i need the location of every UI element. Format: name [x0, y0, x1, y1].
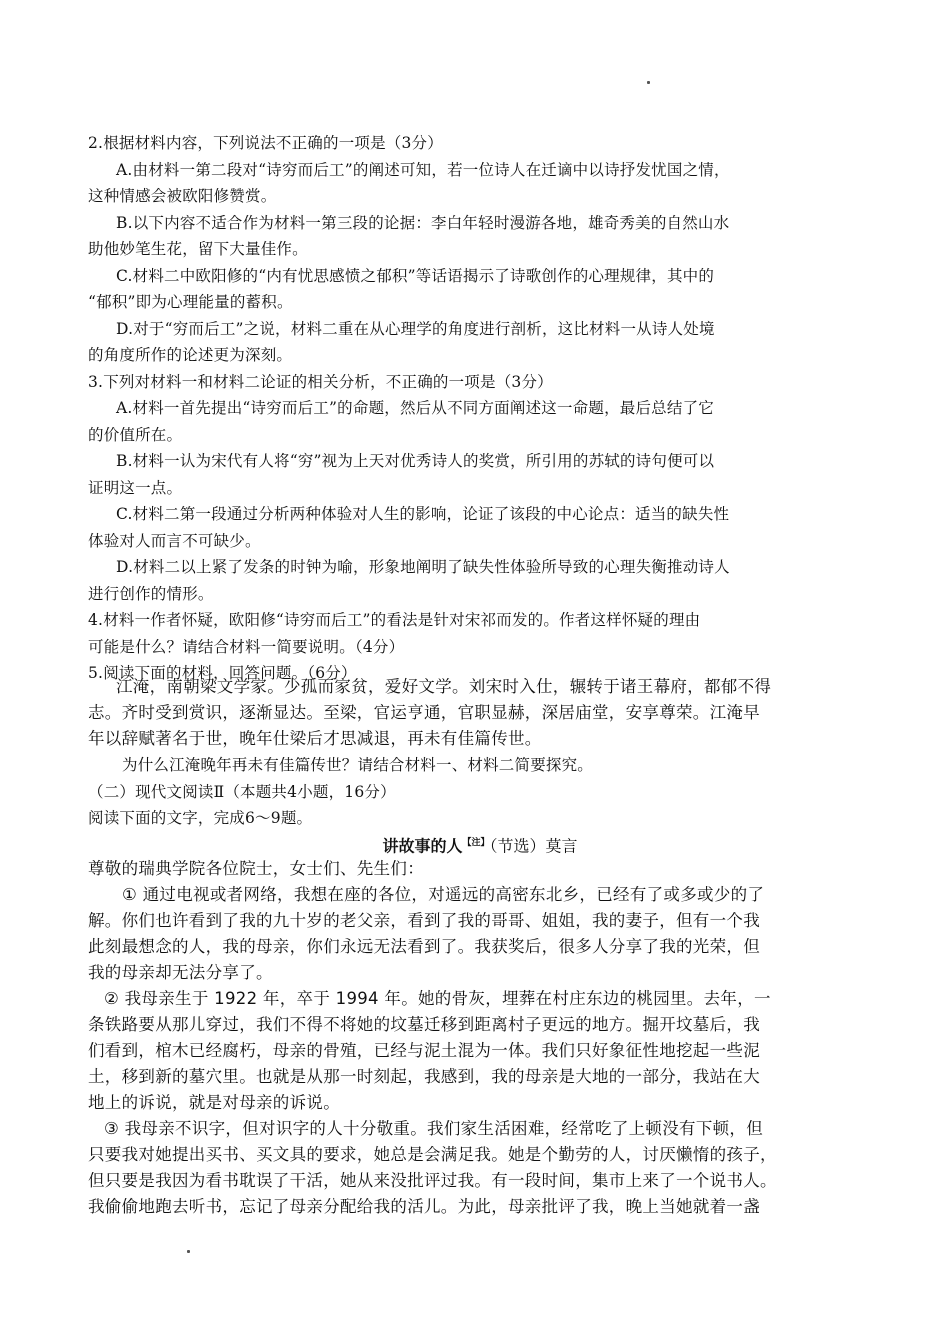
article-note-mark: 【注】 [462, 838, 490, 848]
jiang-yan-passage [88, 674, 872, 752]
paragraph-3-line: 但只要是我因为看书耽误了干活，她从来没批评过我。有一段时间，集市上来了一个说书人。 [88, 1171, 777, 1190]
question-3: 3.下列对材料一和材料二论证的相关分析，不正确的一项是（3分） [88, 372, 553, 391]
question-2: 2.根据材料内容，下列说法不正确的一项是（3分） [88, 134, 443, 152]
option-2d: D.对于“穷而后工”之说，材料二重在从心理学的角度进行剖析，这比材料一从诗人处境 [116, 319, 715, 338]
paragraph-2-line: 土，移到新的墓穴里。也就是从那一时刻起，我感到，我的母亲是大地的一部分，我站在大 [88, 1067, 760, 1086]
question-5-prompt: 为什么江淹晚年再未有佳篇传世？请结合材料一、材料二简要探究。 [122, 756, 594, 774]
option-3c: C.材料二第一段通过分析两种体验对人生的影响，论证了该段的中心论点：适当的缺失性 [116, 505, 730, 523]
questions-section [88, 130, 872, 687]
option-2a: A.由材料一第二段对“诗穷而后工”的阐述可知，若一位诗人在迁谪中以诗抒发忧国之情， [116, 160, 730, 179]
paragraph-1-line: 解。你们也许看到了我的九十岁的老父亲，看到了我的哥哥、姐姐，我的妻子，但有一个我 [88, 911, 760, 930]
question-4: 4.材料一作者怀疑，欧阳修“诗穷而后工”的看法是针对宋祁而发的。作者这样怀疑的理由 [88, 611, 701, 629]
passage-line: 志。齐时受到赏识，逐渐显达。至梁，官运亨通，官职显赫，深居庙堂，安享尊荣。江淹早 [88, 703, 760, 722]
option-2d-cont: 的角度所作的论述更为深刻。 [88, 346, 293, 364]
paragraph-1-line: 我的母亲却无法分享了。 [88, 963, 273, 982]
article-title [88, 830, 872, 859]
paragraph-2-line: 地上的诉说，就是对母亲的诉说。 [88, 1093, 340, 1112]
article-title-text: 讲故事的人 [382, 836, 463, 856]
paragraph-3-line: 我偷偷地跑去听书，忘记了母亲分配给我的活儿。为此，母亲批评了我，晚上当她就着一盏 [88, 1197, 760, 1216]
paragraph-3-line: 只要我对她提出买书、买文具的要求，她总是会满足我。她是个勤劳的人，讨厌懒惰的孩子， [88, 1145, 777, 1164]
option-2a-cont: 这种情感会被欧阳修赞赏。 [88, 187, 277, 205]
passage-line: 江淹，南朝梁文学家。少孤而家贫，爱好文学。刘宋时入仕，辗转于诸王幕府，都郁不得 [116, 677, 772, 696]
option-3d-cont: 进行创作的情形。 [88, 584, 214, 603]
paragraph-1: ① 通过电视或者网络，我想在座的各位，对遥远的高密东北乡，已经有了或多或少的了 [122, 885, 765, 904]
scan-speck [187, 1250, 190, 1253]
paragraph-3: ③ 我母亲不识字，但对识字的人十分敬重。我们家生活困难，经常吃了上顿没有下顿，但 [104, 1119, 764, 1138]
option-2c: C.材料二中欧阳修的“内有忧思感愤之郁积”等话语揭示了诗歌创作的心理规律，其中的 [116, 266, 715, 285]
option-2c-cont: “郁积”即为心理能量的蓄积。 [88, 293, 293, 311]
option-2b-cont: 助他妙笔生花，留下大量佳作。 [88, 240, 308, 258]
option-3b: B.材料一认为宋代有人将“穷”视为上天对优秀诗人的奖赏，所引用的苏轼的诗句便可以 [116, 452, 715, 470]
option-3d: D.材料二以上紧了发条的时钟为喻，形象地阐明了缺失性体验所导致的心理失衡推动诗人 [116, 558, 730, 576]
paragraph-2-line: 们看到，棺木已经腐朽，母亲的骨殖，已经与泥土混为一体。我们只好象征性地挖起一些泥 [88, 1041, 760, 1060]
section-heading: （二）现代文阅读Ⅱ（本题共4小题，16分） [88, 782, 396, 801]
question-5: 5.阅读下面的材料，回答问题。（6分） [88, 664, 357, 682]
question-5-area [88, 752, 872, 832]
paragraph-2: ② 我母亲生于 1922 年，卒于 1994 年。她的骨灰，埋葬在村庄东边的桃园里。去年，一 [104, 989, 771, 1008]
article-body [88, 856, 872, 1220]
option-3c-cont: 体验对人而言不可缺少。 [88, 531, 261, 550]
option-3a: A.材料一首先提出“诗穷而后工”的命题，然后从不同方面阐述这一命题，最后总结了它 [116, 399, 714, 417]
option-2b: B.以下内容不适合作为材料一第三段的论据：李白年轻时漫游各地，雄奇秀美的自然山水 [116, 213, 730, 232]
scan-speck [647, 81, 650, 84]
article-subtitle: （节选）莫言 [489, 836, 578, 856]
option-3a-cont: 的价值所在。 [88, 425, 183, 444]
salutation: 尊敬的瑞典学院各位院士，女士们、先生们： [88, 859, 424, 878]
question-4-cont: 可能是什么？请结合材料一简要说明。（4分） [88, 637, 405, 656]
passage-line: 年以辞赋著名于世，晚年仕梁后才思减退，再未有佳篇传世。 [88, 729, 542, 748]
option-3b-cont: 证明这一点。 [88, 478, 183, 497]
paragraph-1-line: 此刻最想念的人，我的母亲，你们永远无法看到了。我获奖后，很多人分享了我的光荣，但 [88, 937, 760, 956]
section-instruction: 阅读下面的文字，完成6～9题。 [88, 809, 313, 827]
paragraph-2-line: 条铁路要从那儿穿过，我们不得不将她的坟墓迁移到距离村子更远的地方。掘开坟墓后，我 [88, 1015, 760, 1034]
